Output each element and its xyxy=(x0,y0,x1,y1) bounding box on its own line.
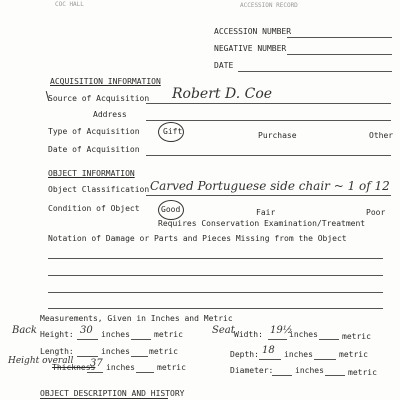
type-label: Type of Acquisition xyxy=(48,127,140,136)
address-field[interactable] xyxy=(146,120,391,121)
measurements-title: Measurements, Given in Inches and Metric xyxy=(40,314,233,323)
condition-option-fair[interactable]: Fair xyxy=(256,208,276,217)
thickness-inches-label: inches xyxy=(106,363,135,372)
height-inches-label: inches xyxy=(101,330,130,339)
type-option-other[interactable]: Other xyxy=(369,131,394,140)
seat-note: Seat xyxy=(212,325,235,336)
back-note: Back xyxy=(12,325,37,336)
date-field[interactable] xyxy=(238,71,392,72)
height-metric-label: metric xyxy=(154,330,183,339)
description-title-underline xyxy=(40,398,168,399)
width-inches-label: inches xyxy=(289,330,318,339)
depth-inches-label: inches xyxy=(284,350,313,359)
negative-number-label: NEGATIVE NUMBER xyxy=(214,44,287,53)
depth-label: Depth: xyxy=(230,350,259,359)
length-metric-label: metric xyxy=(149,347,178,356)
height-metric-field[interactable] xyxy=(131,339,151,340)
length-inches-label: inches xyxy=(101,347,130,356)
description-section-title: OBJECT DESCRIPTION AND HISTORY xyxy=(40,389,185,398)
acquisition-date-label: Date of Acquisition xyxy=(48,145,140,154)
damage-line-4[interactable] xyxy=(48,308,383,309)
conservation-text: Requires Conservation Examination/Treatment xyxy=(158,219,366,228)
height-value: 30 xyxy=(80,325,93,336)
diameter-label: Diameter: xyxy=(230,366,274,375)
width-metric-label: metric xyxy=(342,332,371,341)
thickness-label: Thickness xyxy=(52,363,96,372)
damage-line-1[interactable] xyxy=(48,258,383,259)
classification-label: Object Classification xyxy=(48,185,150,194)
length-metric-field[interactable] xyxy=(131,356,148,357)
thickness-metric-label: metric xyxy=(157,363,186,372)
length-label: Length: xyxy=(40,347,74,356)
diameter-inches-field[interactable] xyxy=(272,375,292,376)
depth-metric-field[interactable] xyxy=(314,359,336,360)
diameter-metric-field[interactable] xyxy=(325,375,345,376)
thickness-value: 37 xyxy=(90,358,103,369)
damage-line-3[interactable] xyxy=(48,292,383,293)
condition-option-good[interactable]: Good xyxy=(161,205,181,214)
condition-label: Condition of Object xyxy=(48,204,140,213)
classification-field[interactable] xyxy=(146,195,391,196)
damage-label: Notation of Damage or Parts and Pieces Missing from the Object xyxy=(48,234,347,243)
depth-inches-field[interactable] xyxy=(259,359,281,360)
width-value: 19½ xyxy=(270,325,293,336)
condition-option-poor[interactable]: Poor xyxy=(366,208,386,217)
accession-number-label: ACCESSION NUMBER xyxy=(214,27,292,36)
classification-value: Carved Portuguese side chair ~ 1 of 12 xyxy=(150,179,390,193)
header-right-faint: ACCESSION RECORD xyxy=(240,2,298,9)
damage-line-2[interactable] xyxy=(48,275,383,276)
diameter-inches-label: inches xyxy=(295,366,324,375)
accession-number-field[interactable] xyxy=(287,37,392,38)
type-option-purchase[interactable]: Purchase xyxy=(258,131,297,140)
header-left-faint: COC HALL xyxy=(55,1,84,8)
negative-number-field[interactable] xyxy=(287,54,392,55)
address-label: Address xyxy=(93,110,127,119)
type-option-gift[interactable]: Gift xyxy=(163,127,183,136)
width-inches-field[interactable] xyxy=(268,339,287,340)
depth-metric-label: metric xyxy=(339,350,368,359)
height-label: Height: xyxy=(40,330,74,339)
depth-value: 18 xyxy=(262,345,275,356)
thickness-inches-field[interactable] xyxy=(87,372,103,373)
height-inches-field[interactable] xyxy=(77,339,98,340)
source-value: Robert D. Coe xyxy=(172,86,273,102)
acquisition-date-field[interactable] xyxy=(146,155,391,156)
date-label: DATE xyxy=(214,61,234,70)
width-metric-field[interactable] xyxy=(319,339,339,340)
height-overall-note: Height overall xyxy=(8,356,74,366)
diameter-metric-label: metric xyxy=(348,368,377,377)
source-field[interactable] xyxy=(146,103,391,104)
thickness-metric-field[interactable] xyxy=(136,372,154,373)
length-inches-field[interactable] xyxy=(77,356,98,357)
acquisition-section-title: ACQUISITION INFORMATION xyxy=(50,77,161,86)
object-section-title: OBJECT INFORMATION xyxy=(48,169,135,178)
width-label: Width: xyxy=(234,330,263,339)
source-label: Source of Acquisition xyxy=(48,94,150,103)
